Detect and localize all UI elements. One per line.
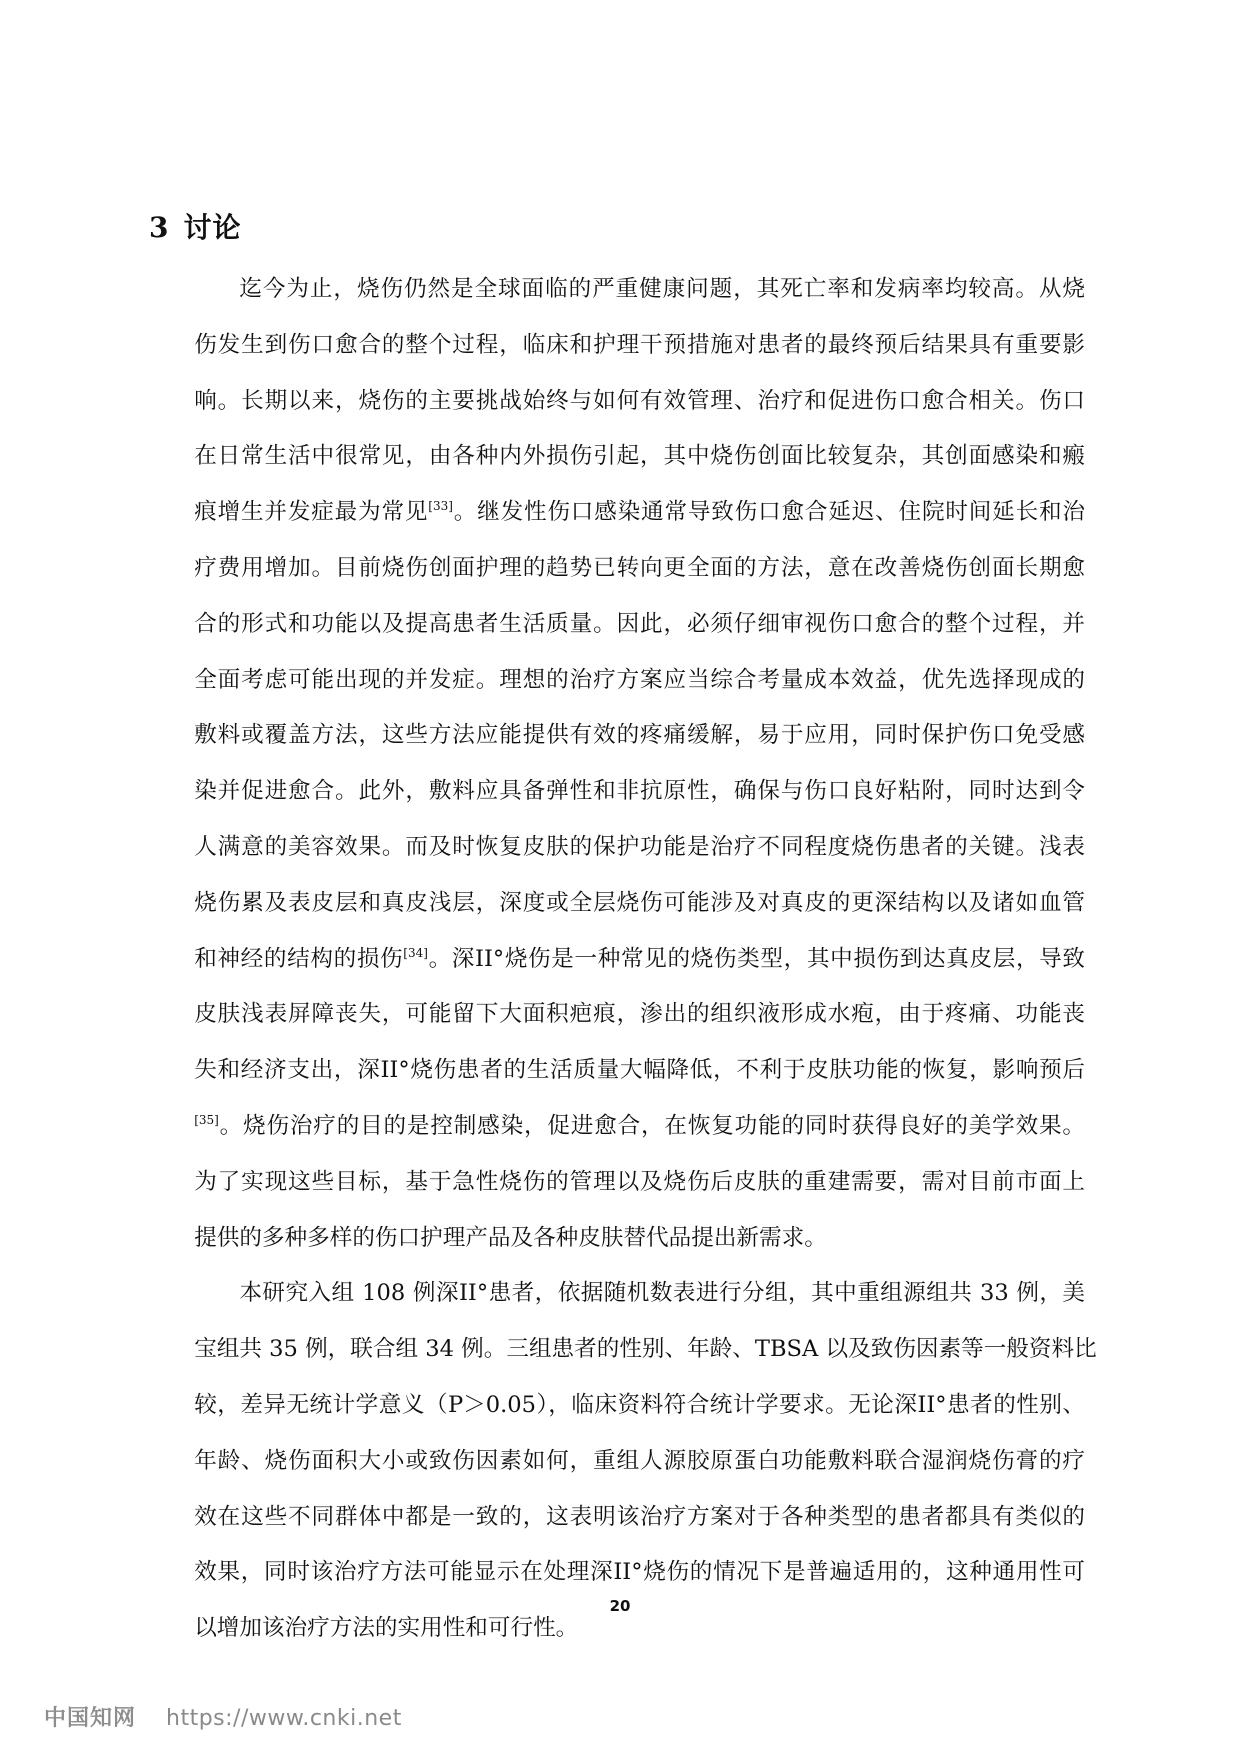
paragraph-line: 失和经济支出，深II°烧伤患者的生活质量大幅降低，不利于皮肤功能的恢复，影响预后 xyxy=(194,1057,1085,1084)
citation-ref: [35] xyxy=(194,1112,219,1127)
paragraph-line: 疗费用增加。目前烧伤创面护理的趋势已转向更全面的方法，意在改善烧伤创面长期愈 xyxy=(194,554,1085,581)
paragraph-line: 为了实现这些目标，基于急性烧伤的管理以及烧伤后皮肤的重建需要，需对目前市面上 xyxy=(194,1168,1085,1195)
paragraph-line: 提供的多种多样的伤口护理产品及各种皮肤替代品提出新需求。 xyxy=(194,1224,827,1251)
paragraph-line: 人满意的美容效果。而及时恢复皮肤的保护功能是治疗不同程度烧伤患者的关键。浅表 xyxy=(194,833,1085,860)
paragraph-line: 敷料或覆盖方法，这些方法应能提供有效的疼痛缓解，易于应用，同时保护伤口免受感 xyxy=(194,722,1085,749)
paragraph-line: 染并促进愈合。此外，敷料应具备弹性和非抗原性，确保与伤口良好粘附，同时达到令 xyxy=(194,778,1085,805)
paragraph-line: 较，差异无统计学意义（P＞0.05），临床资料符合统计学要求。无论深II°患者的性别、 xyxy=(194,1391,1085,1418)
paragraph-line: 迄今为止，烧伤仍然是全球面临的严重健康问题，其死亡率和发病率均较高。从烧 xyxy=(239,276,1085,302)
body-text xyxy=(149,262,1097,1657)
paragraph-line: 年龄、烧伤面积大小或致伤因素如何，重组人源胶原蛋白功能敷料联合湿润烧伤膏的疗 xyxy=(194,1447,1085,1474)
footer-watermark xyxy=(44,1701,402,1732)
section-heading xyxy=(149,208,242,248)
paragraph-line xyxy=(149,1099,1085,1155)
cnki-brand: 中国知网 xyxy=(44,1706,137,1731)
paragraph-line: 效果，同时该治疗方法可能显示在处理深II°烧伤的情况下是普遍适用的，这种通用性可 xyxy=(194,1559,1085,1586)
paragraph-line xyxy=(149,485,1085,541)
paragraph-line: 效在这些不同群体中都是一致的，这表明该治疗方案对于各种类型的患者都具有类似的 xyxy=(194,1503,1085,1530)
line-text: 。深II°烧伤是一种常见的烧伤类型，其中损伤到达真皮层，导致 xyxy=(427,945,1086,972)
page-number: 20 xyxy=(609,1597,631,1615)
paragraph-line xyxy=(149,932,1085,988)
citation-ref: [34] xyxy=(403,945,428,960)
section-title: 讨论 xyxy=(183,211,242,244)
paragraph-line: 皮肤浅表屏障丧失，可能留下大面积疤痕，渗出的组织液形成水疱，由于疼痛、功能丧 xyxy=(194,1001,1085,1028)
paragraph-line: 在日常生活中很常见，由各种内外损伤引起，其中烧伤创面比较复杂，其创面感染和瘢 xyxy=(194,443,1085,470)
cnki-url[interactable]: https://www.cnki.net xyxy=(166,1706,402,1731)
paragraph-1 xyxy=(149,262,1085,1266)
paragraph-line: 本研究入组 108 例深II°患者，依据随机数表进行分组，其中重组源组共 33 例，美 xyxy=(239,1280,1085,1307)
paragraph-line: 响。长期以来，烧伤的主要挑战始终与如何有效管理、治疗和促进伤口愈合相关。伤口 xyxy=(194,387,1085,414)
line-text: 。继发性伤口感染通常导致伤口愈合延迟、住院时间延长和治 xyxy=(452,499,1086,526)
line-text: 。烧伤治疗的目的是控制感染，促进愈合，在恢复功能的同时获得良好的美学效果。 xyxy=(218,1112,1085,1139)
line-text: 和神经的结构的损伤 xyxy=(194,945,404,972)
paragraph-line: 烧伤累及表皮层和真皮浅层，深度或全层烧伤可能涉及对真皮的更深结构以及诸如血管 xyxy=(194,889,1085,916)
paragraph-line: 合的形式和功能以及提高患者生活质量。因此，必须仔细审视伤口愈合的整个过程，并 xyxy=(194,610,1085,637)
paragraph-line: 宝组共 35 例，联合组 34 例。三组患者的性别、年龄、TBSA 以及致伤因素等一般资料比 xyxy=(194,1336,1097,1363)
paragraph-line: 全面考虑可能出现的并发症。理想的治疗方案应当综合考量成本效益，优先选择现成的 xyxy=(194,666,1085,693)
section-number: 3 xyxy=(149,211,170,244)
line-text: 痕增生并发症最为常见 xyxy=(194,499,429,526)
citation-ref: [33] xyxy=(428,499,453,514)
paragraph-line: 以增加该治疗方法的实用性和可行性。 xyxy=(194,1615,579,1642)
paragraph-line: 伤发生到伤口愈合的整个过程，临床和护理干预措施对患者的最终预后结果具有重要影 xyxy=(194,331,1085,358)
